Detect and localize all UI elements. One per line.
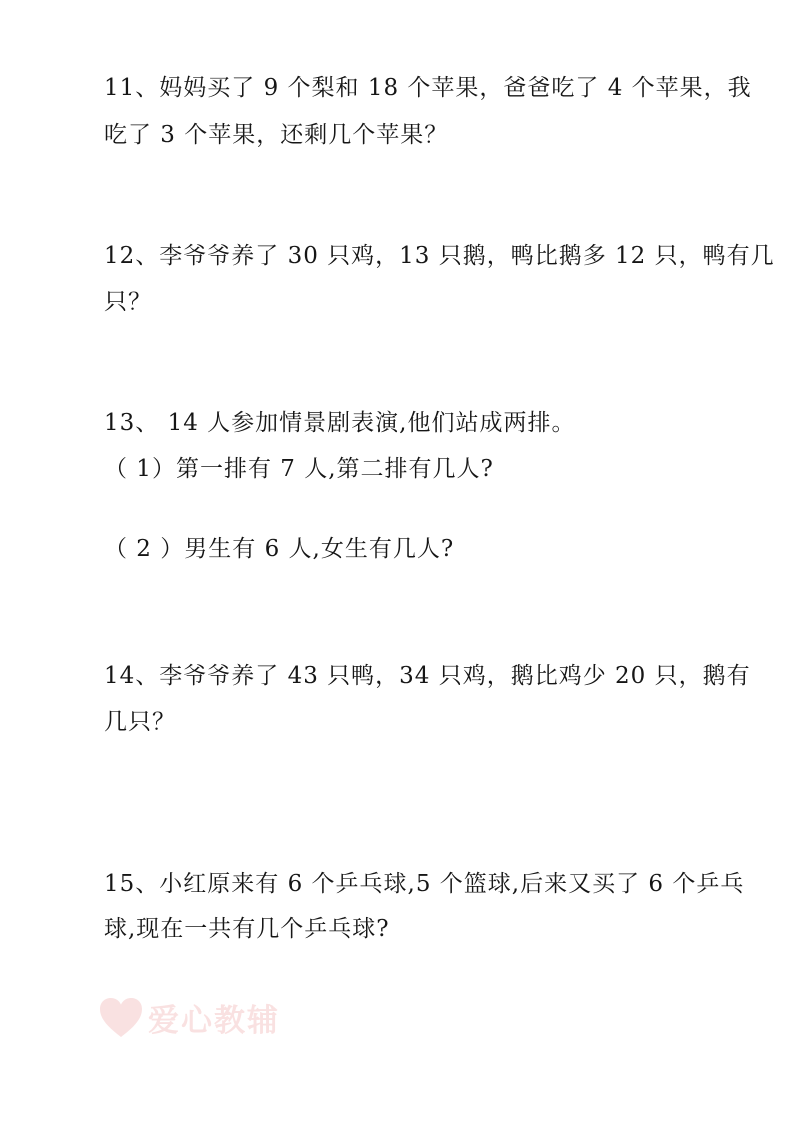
problem-12-line-2: 只？ xyxy=(104,289,152,315)
problem-12-line-1: 12、李爷爷养了 30 只鸡，13 只鹅，鸭比鹅多 12 只，鸭有几 xyxy=(104,243,775,269)
problem-14-line-2: 几只？ xyxy=(104,709,176,735)
problem-15-line-1: 15、小红原来有 6 个乒乓球,5 个篮球,后来又买了 6 个乒乓 xyxy=(104,871,745,897)
heart-icon xyxy=(98,997,144,1039)
problem-13-line-1: 13、 14 人参加情景剧表演,他们站成两排。 xyxy=(104,410,576,436)
problem-11-line-1: 11、妈妈买了 9 个梨和 18 个苹果，爸爸吃了 4 个苹果，我 xyxy=(104,75,752,101)
problem-14-line-1: 14、李爷爷养了 43 只鸭，34 只鸡，鹅比鸡少 20 只，鹅有 xyxy=(104,663,751,689)
watermark-text: 爱心教辅 xyxy=(148,1003,280,1039)
problem-15-line-2: 球,现在一共有几个乒乓球? xyxy=(104,916,390,942)
problem-13-part-2: （ 2 ）男生有 6 人,女生有几人? xyxy=(104,536,455,562)
problem-13-part-1: （ 1）第一排有 7 人,第二排有几人? xyxy=(104,456,494,482)
problem-11-line-2: 吃了 3 个苹果，还剩几个苹果？ xyxy=(104,122,449,148)
watermark xyxy=(98,995,280,1040)
